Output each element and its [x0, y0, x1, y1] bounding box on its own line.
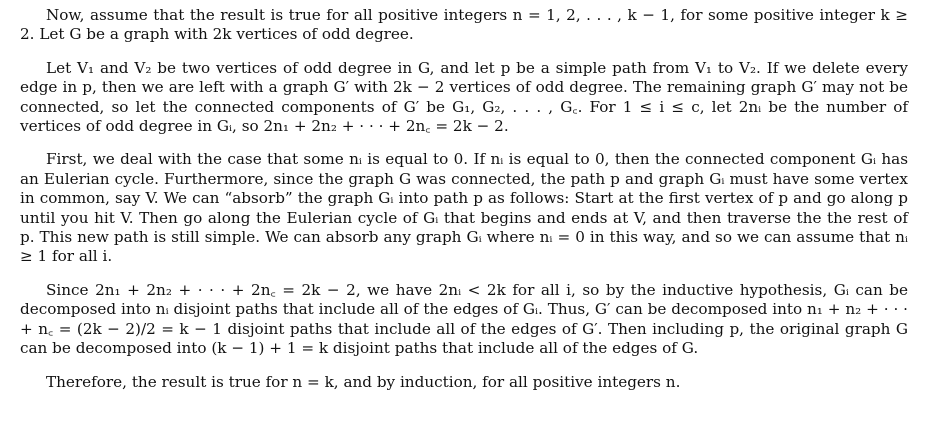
paragraph-conclusion: Therefore, the result is true for n = k, and by induction, for all positive integers n. [46, 372, 681, 391]
proof-text [20, 6, 908, 392]
paragraph-inductive-step: Since 2n₁ + 2n₂ + · · · + 2n꜀ = 2k − 2, we have 2nᵢ < 2k for all i, so by the inductive hypothesis, Gᵢ can be decomposed into nᵢ disjoint paths that include all of the edges of Gᵢ. Thus, G′ can be decomposed into n₁ + n₂ + · · · + n꜀ = (2k − 2)/2 = k − 1 disjoint paths that include all of the edges of G′. Then including p, the original graph G can be decomposed into (k − 1) + 1 = k disjoint paths that include all of the edges of G. [20, 280, 908, 358]
paragraph-delete-path: Let V₁ and V₂ be two vertices of odd degree in G, and let p be a simple path from V₁ to V₂. If we delete every edge in p, then we are left with a graph G′ with 2k − 2 vertices of odd degree. The remaining graph G′ may not be connected, so let the connected components of G′ be G₁, G₂, . . . , G꜀. For 1 ≤ i ≤ c, let 2nᵢ be the number of vertices of odd degree in Gᵢ, so 2n₁ + 2n₂ + · · · + 2n꜀ = 2k − 2. [20, 58, 908, 136]
paragraph-inductive-assumption: Now, assume that the result is true for all positive integers n = 1, 2, . . . , k − 1, for some positive integer k ≥ 2. Let G be a graph with 2k vertices of odd degree. [20, 6, 908, 44]
paragraph-absorb-components: First, we deal with the case that some nᵢ is equal to 0. If nᵢ is equal to 0, then the connected component Gᵢ has an Eulerian cycle. Furthermore, since the graph G was connected, the path p and graph Gᵢ must have some vertex in common, say V. We can “absorb” the graph Gᵢ into path p as follows: Start at the first vertex of p and go along p until you hit V. Then go along the Eulerian cycle of Gᵢ that begins and ends at V, and then traverse the the rest of p. This new path is still simple. We can absorb any graph Gᵢ where nᵢ = 0 in this way, and so we can assume that nᵢ ≥ 1 for all i. [20, 150, 908, 266]
